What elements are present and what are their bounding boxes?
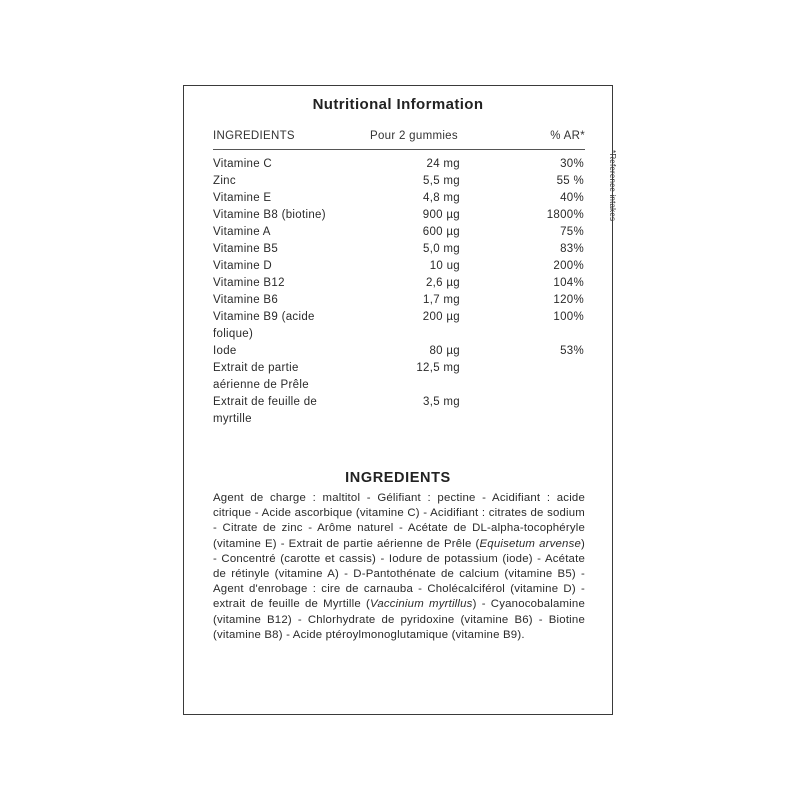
table-header	[213, 129, 585, 150]
table-row	[213, 173, 585, 190]
row-name: Vitamine B12	[213, 277, 285, 289]
row-name: Zinc	[213, 175, 236, 187]
ingredients-title: INGREDIENTS	[345, 470, 451, 486]
header-amount: Pour 2 gummies	[370, 130, 458, 142]
row-ar: 40%	[560, 192, 584, 204]
row-amount: 600 µg	[422, 226, 460, 238]
row-amount: 4,8 mg	[423, 192, 460, 204]
row-ar: 30%	[560, 158, 584, 170]
ingredients-text	[213, 491, 585, 643]
table-row	[213, 292, 585, 309]
reference-intakes-text: *Reference intakes	[608, 150, 617, 222]
row-amount: 5,0 mg	[423, 243, 460, 255]
row-amount: 2,6 µg	[425, 277, 460, 289]
row-ar: 104%	[553, 277, 584, 289]
row-name: Extrait de partie aérienne de Prêle	[213, 362, 309, 391]
ingredients-latin-name: Vaccinium myrtillus	[369, 598, 473, 611]
nutrition-table	[213, 156, 585, 428]
row-ar: 1800%	[546, 209, 584, 221]
ingredients-part: ) - Concentré (carotte et cassis) - Iodure de potassium (iode) - Acétate de rétinyle (vitamine A) - D-Pantothénate de calcium (vitamine B5) - Agent d'enrobage : cire de carnauba - Cholécalciférol (vitamine D) - extrait de feuille de Myrtille (	[213, 537, 586, 611]
table-row	[213, 309, 585, 343]
table-row	[213, 224, 585, 241]
row-name: Vitamine D	[213, 260, 273, 272]
row-name: Vitamine B6	[213, 294, 279, 306]
ingredients-part: Agent de charge : maltitol - Gélifiant : pectine - Acidifiant : acide citrique - Acide ascorbique (vitamine C) - Acidifiant : citrates de sodium - Citrate de zinc - Arôme naturel - Acétate de DL-alpha-tocophéryle (vitamine E) - Extrait de partie aérienne de Prêle (	[213, 492, 585, 550]
table-row	[213, 241, 585, 258]
row-ar: 83%	[560, 243, 584, 255]
row-name: Iode	[213, 345, 237, 357]
row-ar: 200%	[553, 260, 584, 272]
row-amount: 12,5 mg	[416, 362, 460, 374]
row-ar: 100%	[553, 311, 584, 323]
row-amount: 3,5 mg	[423, 396, 460, 408]
table-row	[213, 156, 585, 173]
table-row	[213, 360, 585, 394]
row-name: Vitamine A	[213, 226, 271, 238]
row-name: Vitamine C	[213, 158, 273, 170]
row-amount: 10 ug	[429, 260, 460, 272]
row-amount: 24 mg	[426, 158, 460, 170]
row-name: Vitamine B8 (biotine)	[213, 209, 326, 221]
reference-intakes-note	[609, 150, 623, 250]
row-ar: 75%	[560, 226, 584, 238]
row-ar: 53%	[560, 345, 584, 357]
row-amount: 900 µg	[422, 209, 460, 221]
table-row	[213, 258, 585, 275]
row-name: Extrait de feuille de myrtille	[213, 396, 318, 425]
panel-title: Nutritional Information	[312, 96, 484, 113]
row-amount: 80 µg	[429, 345, 460, 357]
header-ar: % AR*	[550, 130, 585, 142]
row-amount: 1,7 mg	[423, 294, 460, 306]
row-name: Vitamine E	[213, 192, 272, 204]
row-name: Vitamine B9 (acide folique)	[213, 311, 315, 340]
table-row	[213, 343, 585, 360]
table-row	[213, 394, 585, 428]
row-amount: 5,5 mg	[423, 175, 460, 187]
header-ingredients: INGREDIENTS	[213, 130, 295, 142]
nutrition-panel	[183, 85, 613, 715]
table-row	[213, 275, 585, 292]
table-row	[213, 207, 585, 224]
row-ar: 120%	[553, 294, 584, 306]
ingredients-latin-name: Equisetum arvense	[479, 537, 582, 550]
row-amount: 200 µg	[422, 311, 460, 323]
ingredients-part: ) - Cyanocobalamine (vitamine B12) - Chlorhydrate de pyridoxine (vitamine B6) - Biotine (vitamine B8) - Acide ptéroylmonoglutamique (vitamine B9).	[213, 598, 585, 641]
table-row	[213, 190, 585, 207]
row-name: Vitamine B5	[213, 243, 279, 255]
row-ar: 55 %	[556, 175, 584, 187]
